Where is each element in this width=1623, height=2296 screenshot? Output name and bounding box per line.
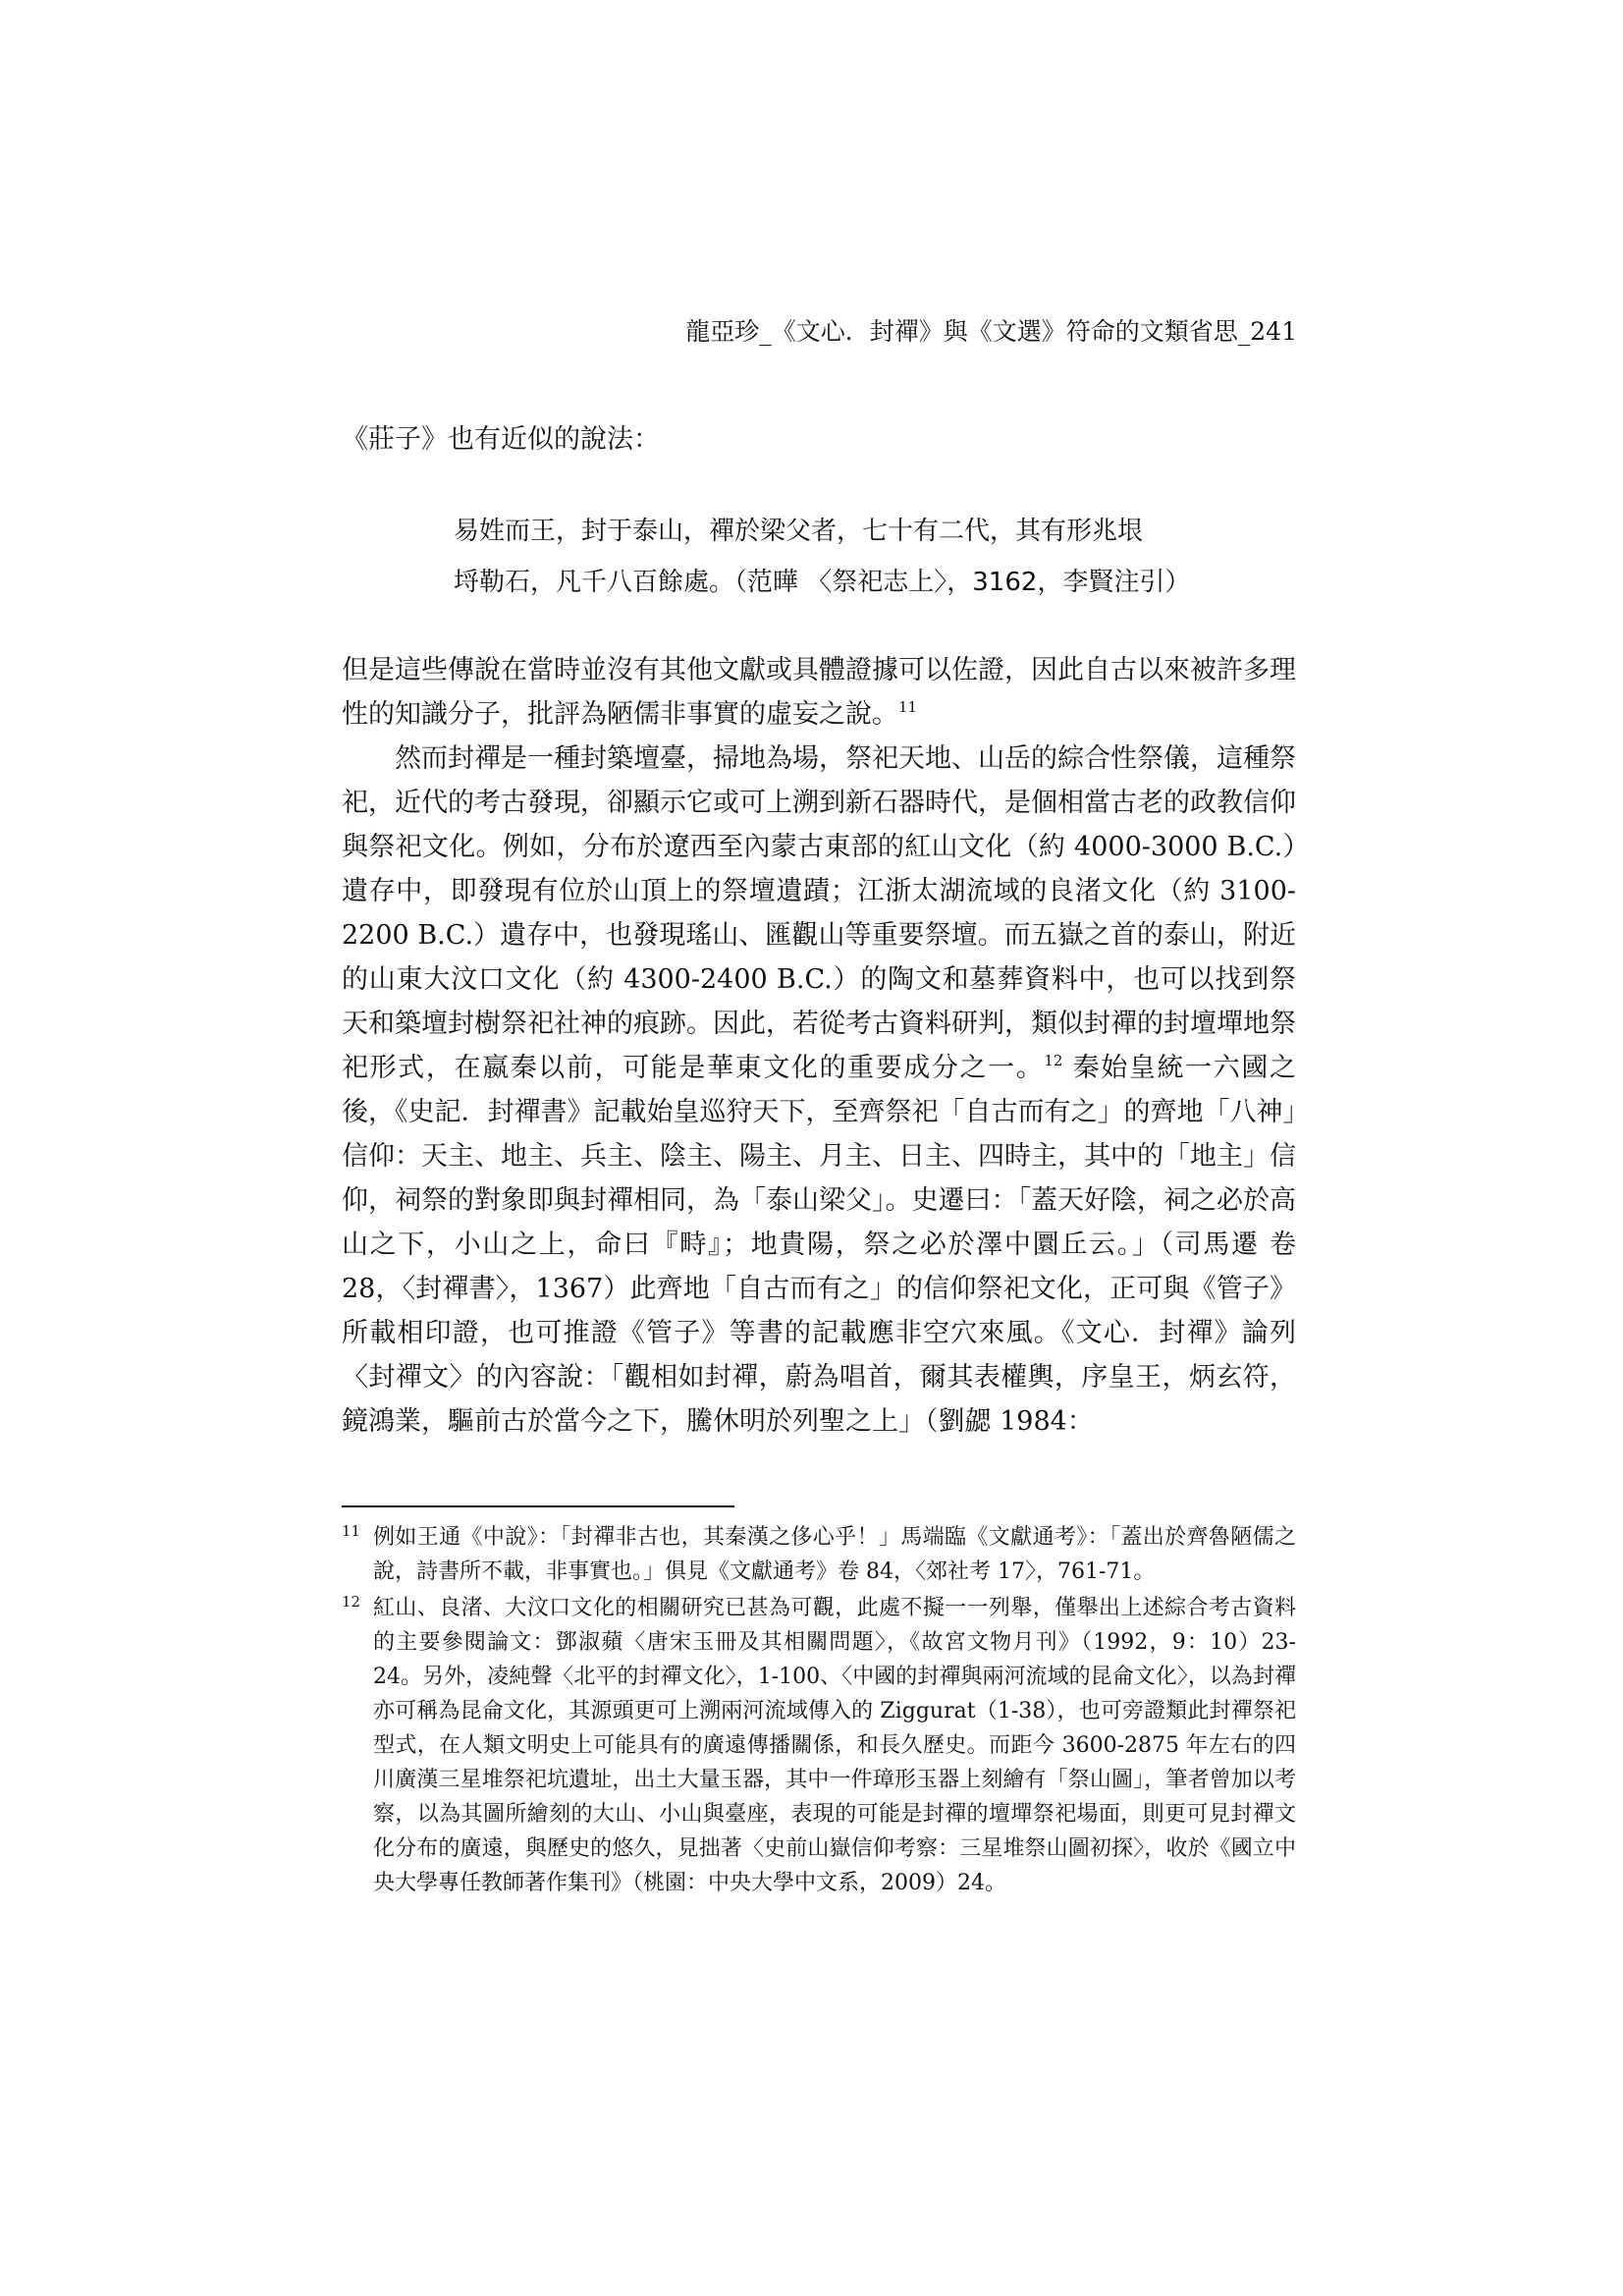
quote-line-2: 埒勒石，凡千八百餘處。（范曄 〈祭祀志上〉，3162，李賢注引） <box>454 568 1191 597</box>
footnote-number: 11 <box>342 1522 361 1540</box>
running-header: 龍亞珍_《文心．封禪》與《文選》符命的文類省思_241 <box>685 317 1297 346</box>
main-text <box>342 648 1296 1444</box>
block-quote <box>454 506 1219 608</box>
intro-line <box>342 417 1296 462</box>
intro-text: 《莊子》也有近似的說法： <box>342 424 660 455</box>
footnote-text: 紅山、良渚、大汶口文化的相關研究已甚為可觀，此處不擬一一列舉，僅舉出上述綜合考古資料的主要參閱論文：鄧淑蘋〈唐宋玉冊及其相關問題〉，《故宮文物月刊》（1992，9：10）23-24。另外，凌純聲〈北平的封禪文化〉，1-100、〈中國的封禪與兩河流域的昆侖文化〉，以為封禪亦可稱為昆侖文化，其源頭更可上溯兩河流域傳入的 Ziggurat（1-38），也可旁證類此封禪祭祀型式，在人類文明史上可能具有的廣遠傳播關係，和長久歷史。而距今 3600-2875 年左右的四川廣漢三星堆祭祀坑遺址，出土大量玉器，其中一件璋形玉器上刻繪有「祭山圖」，筆者曾加以考察，以為其圖所繪刻的大山、小山與臺座，表現的可能是封禪的壇墠祭祀場面，則更可見封禪文化分布的廣遠，與歷史的悠久，見拙著〈史前山嶽信仰考察：三星堆祭山圖初探〉，收於《國立中央大學專任教師著作集刊》（桃園：中央大學中文系，2009）24。 <box>373 1596 1296 1895</box>
paragraph-2-text-b: 秦始皇統一六國之後，《史記．封禪書》記載始皇巡狩天下，至齊祭祀「自古而有之」的齊地「八神」信仰：天主、地主、兵主、陰主、陽主、月主、日主、四時主，其中的「地主」信仰，祠祭的對象即與封禪相同，為「泰山梁父」。史遷曰：「蓋天好陰，祠之必於高山之下，小山之上，命曰『畤』；地貴陽，祭之必於澤中圜丘云。」（司馬遷 卷 28，〈封禪書〉，1367）此齊地「自古而有之」的信仰祭祀文化，正可與《管子》所載相印證，也可推證《管子》等書的記載應非空穴來風。《文心．封禪》論列〈封禪文〉的內容說：「觀相如封禪，蔚為唱首，爾其表權輿，序皇王，炳玄符，鏡鴻業，驅前古於當今之下，騰休明於列聖之上」（劉勰 1984： <box>342 1053 1296 1437</box>
footnote <box>342 1591 1296 1900</box>
footnotes <box>342 1520 1296 1902</box>
paragraph-2-text-a: 然而封禪是一種封築壇臺，掃地為場，祭祀天地、山岳的綜合性祭儀，這種祭祀，近代的考古發現，卻顯示它或可上溯到新石器時代，是個相當古老的政教信仰與祭祀文化。例如，分布於遼西至內蒙古東部的紅山文化（約 4000-3000 B.C.）遺存中，即發現有位於山頂上的祭壇遺蹟；江浙太湖流域的良渚文化（約 3100- 2200 B.C.）遺存中，也發現瑤山、匯觀山等重要祭壇。而五嶽之首的泰山，附近的山東大汶口文化（約 4300-2400 B.C.）的陶文和墓葬資料中，也可以找到祭天和築壇封樹祭祀社神的痕跡。因此，若從考古資料研判，類似封禪的封壇墠地祭祀形式，在嬴秦以前，可能是華東文化的重要成分之一。 <box>342 743 1296 1083</box>
paragraph-2 <box>342 737 1296 1444</box>
footnote-divider <box>342 1505 734 1507</box>
footnote-number: 12 <box>342 1593 361 1611</box>
footnote-text: 例如王通《中說》：「封禪非古也，其秦漢之侈心乎！」馬端臨《文獻通考》：「蓋出於齊魯陋儒之說，詩書所不載，非事實也。」俱見《文獻通考》卷 84，〈郊社考 17〉，761-71。 <box>373 1525 1296 1584</box>
footnote <box>342 1520 1296 1589</box>
paragraph-1-text: 但是這些傳說在當時並沒有其他文獻或具體證據可以佐證，因此自古以來被許多理性的知識分子，批評為陋儒非事實的虛妄之說。 <box>342 655 1296 730</box>
quote-line-1: 易姓而王，封于泰山，禪於梁父者，七十有二代，其有形兆垠 <box>454 517 1144 546</box>
note-ref-12[interactable]: 12 <box>1044 1052 1063 1069</box>
paragraph-1 <box>342 648 1296 737</box>
note-ref-11[interactable]: 11 <box>898 698 918 716</box>
